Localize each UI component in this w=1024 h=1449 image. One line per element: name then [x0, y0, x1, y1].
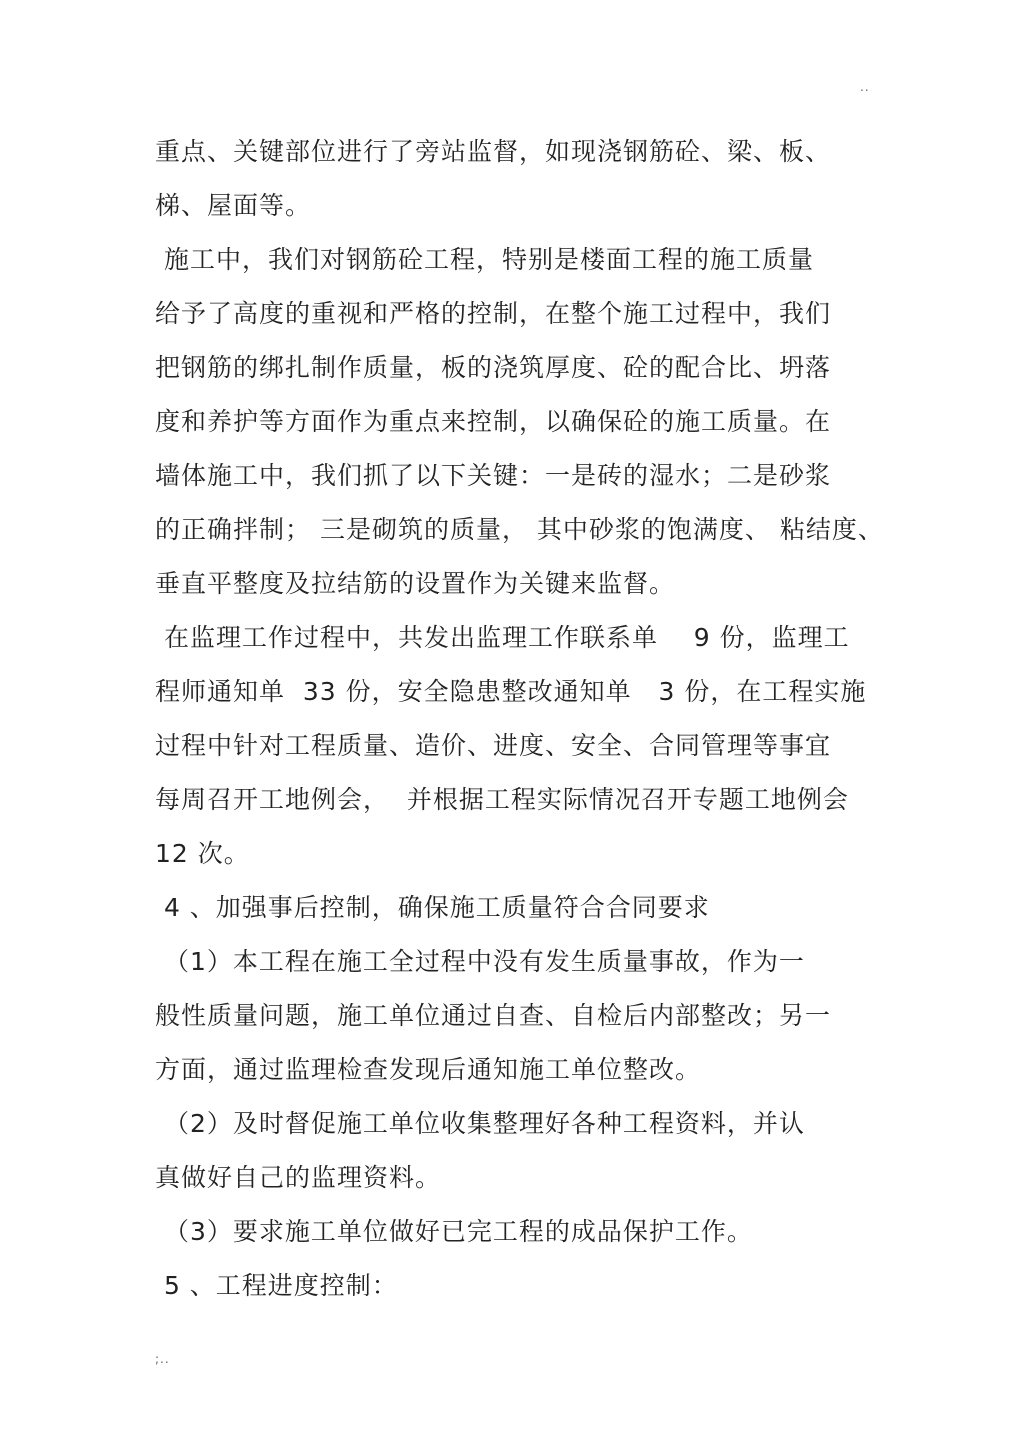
- text-line: （1）本工程在施工全过程中没有发生质量事故，作为一: [155, 947, 805, 976]
- text-line: 施工中，我们对钢筋砼工程，特别是楼面工程的施工质量: [155, 245, 814, 274]
- text-line: 垂直平整度及拉结筋的设置作为关键来监督。: [155, 569, 676, 598]
- text-line: 重点、关键部位进行了旁站监督，如现浇钢筋砼、梁、板、: [155, 137, 832, 166]
- text-line: 过程中针对工程质量、造价、进度、安全、合同管理等事宜: [155, 731, 832, 760]
- text-line: 把钢筋的绑扎制作质量，板的浇筑厚度、砼的配合比、坍落: [155, 353, 832, 382]
- text-line: 的正确拌制； 三是砌筑的质量， 其中砂浆的饱满度、 粘结度、: [155, 515, 884, 544]
- text-line: 方面，通过监理检查发现后通知施工单位整改。: [155, 1055, 702, 1084]
- text-line: 程师通知单 33 份，安全隐患整改通知单 3 份，在工程实施: [155, 677, 867, 706]
- text-line: 般性质量问题，施工单位通过自查、自检后内部整改；另一: [155, 1001, 832, 1030]
- page-corner-mark-bottom: ;..: [155, 1352, 170, 1366]
- text-line: 梯、屋面等。: [155, 191, 312, 220]
- text-line: 在监理工作过程中，共发出监理工作联系单 9 份，监理工: [155, 623, 850, 652]
- text-line: （3）要求施工单位做好已完工程的成品保护工作。: [155, 1217, 753, 1246]
- text-line: 给予了高度的重视和严格的控制，在整个施工过程中，我们: [155, 299, 832, 328]
- text-line: 真做好自己的监理资料。: [155, 1163, 442, 1192]
- text-line: （2）及时督促施工单位收集整理好各种工程资料，并认: [155, 1109, 805, 1138]
- text-line: 度和养护等方面作为重点来控制，以确保砼的施工质量。在: [155, 407, 832, 436]
- text-line: 每周召开工地例会， 并根据工程实际情况召开专题工地例会: [155, 785, 849, 814]
- text-line: 墙体施工中，我们抓了以下关键：一是砖的湿水；二是砂浆: [155, 461, 832, 490]
- section-heading: 4 、加强事后控制，确保施工质量符合合同要求: [155, 893, 710, 922]
- page-corner-mark-top: ..: [860, 80, 870, 94]
- text-line: 12 次。: [155, 839, 250, 868]
- section-heading: 5 、工程进度控制：: [155, 1271, 398, 1300]
